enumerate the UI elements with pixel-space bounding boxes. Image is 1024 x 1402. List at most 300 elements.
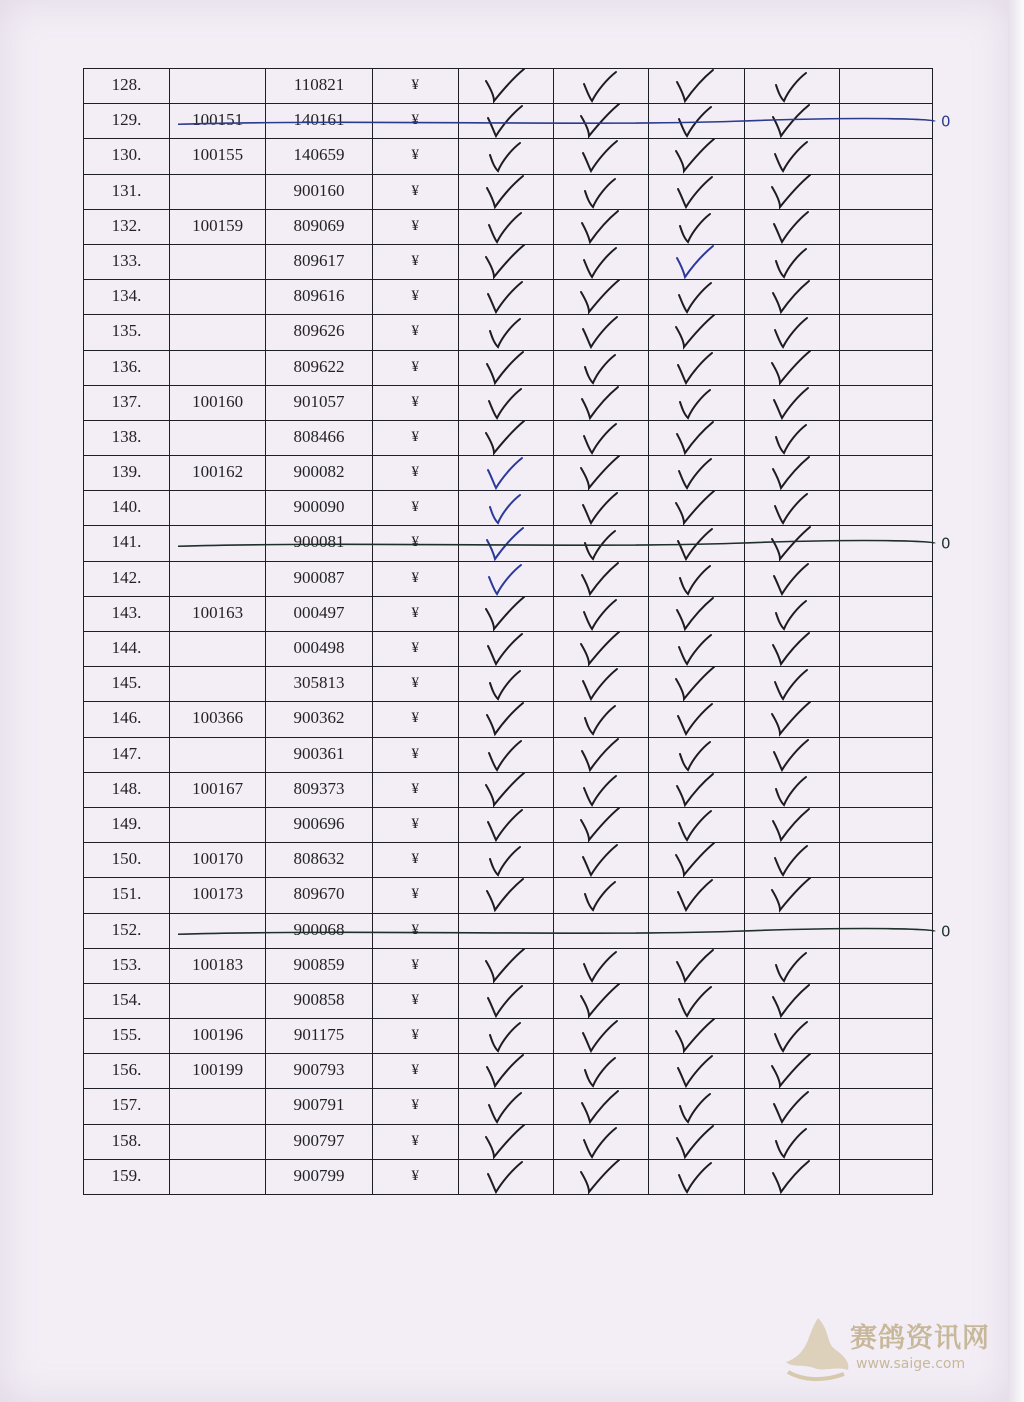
checkmark-icon <box>480 525 526 563</box>
blank-cell <box>839 139 932 174</box>
check-cell <box>554 104 649 139</box>
check-cell <box>458 244 553 279</box>
entry-id-cell <box>170 596 266 631</box>
row-number-cell <box>84 843 170 878</box>
entry-id-cell-text <box>170 491 265 497</box>
checkmark-icon <box>670 313 716 351</box>
check-cell <box>649 526 744 561</box>
check-cell <box>744 1054 839 1089</box>
checkmark-icon <box>480 419 526 457</box>
ring-number-cell <box>266 1089 373 1124</box>
ledger-row <box>84 244 933 279</box>
checkmark-icon <box>766 1088 812 1126</box>
checkmark-icon <box>575 947 621 985</box>
ring-number-cell-text: 809626 <box>293 321 345 341</box>
currency-cell <box>372 913 458 948</box>
currency-cell <box>372 1054 458 1089</box>
checkmark-icon <box>480 736 526 774</box>
currency-cell <box>372 104 458 139</box>
entry-id-cell <box>170 104 266 139</box>
currency-cell-text: ¥ <box>411 323 420 340</box>
row-number-cell <box>84 983 170 1018</box>
currency-cell-text: ¥ <box>411 569 420 586</box>
checkmark-icon <box>575 208 621 246</box>
checkmark-icon <box>670 595 716 633</box>
check-cell <box>649 491 744 526</box>
ledger-row <box>84 491 933 526</box>
row-number-cell-text: 148. <box>111 778 142 798</box>
currency-cell-text: ¥ <box>411 780 420 797</box>
currency-cell-text: ¥ <box>411 147 420 164</box>
currency-cell <box>372 456 458 491</box>
check-cell <box>744 1124 839 1159</box>
check-cell <box>458 174 553 209</box>
check-cell <box>649 983 744 1018</box>
check-cell <box>744 315 839 350</box>
check-cell <box>744 456 839 491</box>
checkmark-icon <box>670 771 716 809</box>
currency-cell-text: ¥ <box>411 921 420 938</box>
strike-end-mark: 0 <box>941 922 951 941</box>
currency-cell <box>372 209 458 244</box>
checkmark-icon <box>670 1017 716 1055</box>
check-cell <box>744 702 839 737</box>
check-cell <box>649 350 744 385</box>
check-cell <box>554 1124 649 1159</box>
checkmark-icon <box>766 419 812 457</box>
checkmark-icon <box>480 1123 526 1161</box>
entry-id-cell <box>170 843 266 878</box>
checkmark-icon <box>766 876 812 914</box>
ring-number-cell-text: 900791 <box>293 1095 345 1115</box>
blank-cell <box>839 702 932 737</box>
ledger-row <box>84 280 933 315</box>
check-cell <box>649 878 744 913</box>
row-number-cell-text: 128. <box>111 75 142 94</box>
currency-cell <box>372 350 458 385</box>
checkmark-icon <box>575 665 621 703</box>
checkmark-icon <box>575 173 621 211</box>
currency-cell-text: ¥ <box>411 112 420 129</box>
ledger-row <box>84 702 933 737</box>
currency-cell-text: ¥ <box>411 217 420 234</box>
row-number-cell-text: 159. <box>111 1165 142 1185</box>
checkmark-icon <box>480 208 526 246</box>
check-cell <box>458 843 553 878</box>
blank-cell <box>839 69 932 104</box>
checkmark-icon <box>766 560 812 598</box>
check-cell <box>649 280 744 315</box>
blank-cell <box>839 209 932 244</box>
check-cell <box>649 561 744 596</box>
check-cell <box>554 843 649 878</box>
row-number-cell <box>84 1054 170 1089</box>
checkmark-icon <box>480 806 526 844</box>
checkmark-icon <box>480 102 526 140</box>
entry-id-cell <box>170 280 266 315</box>
check-cell <box>649 772 744 807</box>
check-cell <box>554 456 649 491</box>
strike-end-mark: 0 <box>941 534 951 553</box>
check-cell <box>744 807 839 842</box>
ring-number-cell <box>266 1159 373 1194</box>
check-cell <box>649 139 744 174</box>
blank-cell <box>839 737 932 772</box>
ring-number-cell-text: 900082 <box>293 462 345 482</box>
ledger-row <box>84 456 933 491</box>
check-cell <box>744 385 839 420</box>
checkmark-icon <box>575 313 621 351</box>
currency-cell <box>372 596 458 631</box>
check-cell <box>458 491 553 526</box>
entry-id-cell <box>170 1124 266 1159</box>
check-cell <box>458 632 553 667</box>
check-cell <box>744 491 839 526</box>
checkmark-icon <box>575 806 621 844</box>
ring-number-cell-text: 900160 <box>293 180 345 200</box>
checkmark-icon <box>670 349 716 387</box>
checkmark-icon <box>766 1123 812 1161</box>
checkmark-icon <box>670 525 716 563</box>
ledger-row <box>84 209 933 244</box>
row-number-cell-text: 157. <box>111 1095 142 1115</box>
currency-cell-text: ¥ <box>411 252 420 269</box>
ledger-row <box>84 420 933 455</box>
currency-cell <box>372 843 458 878</box>
ledger-row <box>84 1124 933 1159</box>
checkmark-icon <box>480 595 526 633</box>
entry-id-cell-text <box>170 1125 265 1131</box>
row-number-cell-text: 130. <box>111 145 142 165</box>
blank-cell <box>839 491 932 526</box>
check-cell <box>554 807 649 842</box>
entry-id-cell <box>170 244 266 279</box>
row-number-cell-text: 139. <box>111 462 142 482</box>
checkmark-icon <box>480 313 526 351</box>
row-number-cell <box>84 315 170 350</box>
entry-id-cell-text <box>170 315 265 321</box>
check-cell <box>554 315 649 350</box>
check-cell <box>554 209 649 244</box>
check-cell <box>458 667 553 702</box>
check-cell <box>649 244 744 279</box>
checkmark-icon <box>480 771 526 809</box>
row-number-cell <box>84 913 170 948</box>
ring-number-cell-text: 140659 <box>293 145 345 165</box>
check-cell <box>458 385 553 420</box>
blank-cell <box>839 878 932 913</box>
currency-cell <box>372 1124 458 1159</box>
check-cell <box>649 420 744 455</box>
check-cell <box>458 139 553 174</box>
ring-number-cell-text: 809373 <box>293 778 345 798</box>
currency-cell <box>372 420 458 455</box>
entry-id-cell <box>170 702 266 737</box>
checkmark-icon <box>480 1088 526 1126</box>
row-number-cell-text: 142. <box>111 567 142 587</box>
ring-number-cell-text: 808466 <box>293 426 345 446</box>
blank-cell <box>839 174 932 209</box>
ledger-row <box>84 596 933 631</box>
checkmark-icon <box>480 67 526 105</box>
check-cell <box>554 174 649 209</box>
checkmark-icon <box>670 1088 716 1126</box>
check-cell <box>458 983 553 1018</box>
row-number-cell-text: 135. <box>111 321 142 341</box>
entry-id-cell <box>170 1159 266 1194</box>
currency-cell-text: ¥ <box>411 710 420 727</box>
row-number-cell <box>84 596 170 631</box>
check-cell <box>744 843 839 878</box>
entry-id-cell-text <box>170 914 265 920</box>
checkmark-icon <box>575 630 621 668</box>
entry-id-cell-text <box>170 245 265 251</box>
entry-id-cell <box>170 948 266 983</box>
checkmark-icon <box>766 349 812 387</box>
entry-id-cell-text <box>170 632 265 638</box>
ring-number-cell <box>266 456 373 491</box>
checkmark-icon <box>766 700 812 738</box>
entry-id-cell-text <box>170 667 265 673</box>
entry-id-cell-text <box>170 69 265 75</box>
currency-cell <box>372 1019 458 1054</box>
checkmark-icon <box>766 489 812 527</box>
checkmark-icon <box>670 841 716 879</box>
checkmark-icon <box>670 278 716 316</box>
ring-number-cell <box>266 807 373 842</box>
currency-cell <box>372 878 458 913</box>
ring-number-cell <box>266 174 373 209</box>
ring-number-cell <box>266 280 373 315</box>
checkmark-icon <box>766 67 812 105</box>
check-cell <box>744 244 839 279</box>
checkmark-icon <box>670 67 716 105</box>
ledger-row <box>84 913 933 948</box>
check-cell <box>649 209 744 244</box>
check-cell <box>554 983 649 1018</box>
currency-cell-text: ¥ <box>411 464 420 481</box>
ledger-table <box>83 68 933 1195</box>
check-cell <box>458 69 553 104</box>
row-number-cell <box>84 139 170 174</box>
row-number-cell-text: 152. <box>111 919 142 939</box>
checkmark-icon <box>670 384 716 422</box>
checkmark-icon <box>670 982 716 1020</box>
entry-id-cell <box>170 456 266 491</box>
check-cell <box>649 843 744 878</box>
ring-number-cell-text: 901057 <box>293 391 345 411</box>
checkmark-icon <box>670 419 716 457</box>
blank-cell <box>839 526 932 561</box>
check-cell <box>458 350 553 385</box>
strike-end-mark: 0 <box>941 112 951 131</box>
checkmark-icon <box>766 630 812 668</box>
ledger-row <box>84 737 933 772</box>
ledger-row <box>84 983 933 1018</box>
entry-id-cell <box>170 878 266 913</box>
currency-cell <box>372 280 458 315</box>
entry-id-cell-text <box>170 175 265 181</box>
row-number-cell-text: 143. <box>111 602 142 622</box>
checkmark-icon <box>480 243 526 281</box>
check-cell <box>554 244 649 279</box>
checkmark-icon <box>480 630 526 668</box>
checkmark-icon <box>766 384 812 422</box>
check-cell <box>554 69 649 104</box>
checkmark-icon <box>575 525 621 563</box>
entry-id-cell <box>170 174 266 209</box>
check-cell <box>554 1019 649 1054</box>
entry-id-cell <box>170 1089 266 1124</box>
checkmark-icon <box>575 137 621 175</box>
checkmark-icon <box>480 454 526 492</box>
checkmark-icon <box>480 1158 526 1196</box>
currency-cell <box>372 1159 458 1194</box>
ring-number-cell-text: 900081 <box>293 532 345 552</box>
row-number-cell-text: 147. <box>111 743 142 763</box>
row-number-cell <box>84 948 170 983</box>
ledger-row <box>84 104 933 139</box>
ledger-row <box>84 174 933 209</box>
check-cell <box>458 315 553 350</box>
checkmark-icon <box>670 1052 716 1090</box>
row-number-cell-text: 138. <box>111 426 142 446</box>
row-number-cell <box>84 280 170 315</box>
checkmark-icon <box>766 137 812 175</box>
blank-cell <box>839 667 932 702</box>
check-cell <box>554 491 649 526</box>
ring-number-cell <box>266 1124 373 1159</box>
entry-id-cell <box>170 667 266 702</box>
checkmark-icon <box>766 771 812 809</box>
checkmark-icon <box>670 806 716 844</box>
checkmark-icon <box>480 278 526 316</box>
check-cell <box>458 104 553 139</box>
check-cell <box>744 104 839 139</box>
checkmark-icon <box>575 771 621 809</box>
check-cell <box>649 632 744 667</box>
checkmark-icon <box>766 1158 812 1196</box>
check-cell <box>554 526 649 561</box>
currency-cell <box>372 667 458 702</box>
blank-cell <box>839 104 932 139</box>
ring-number-cell-text: 900361 <box>293 743 345 763</box>
checkmark-icon <box>575 560 621 598</box>
ring-number-cell <box>266 1054 373 1089</box>
check-cell <box>649 456 744 491</box>
checkmark-icon <box>480 1017 526 1055</box>
ring-number-cell-text: 900858 <box>293 989 345 1009</box>
check-cell <box>744 632 839 667</box>
checkmark-icon <box>480 947 526 985</box>
row-number-cell <box>84 209 170 244</box>
blank-cell <box>839 948 932 983</box>
entry-id-cell <box>170 1019 266 1054</box>
ring-number-cell-text: 809622 <box>293 356 345 376</box>
currency-cell-text: ¥ <box>411 428 420 445</box>
checkmark-icon <box>766 947 812 985</box>
ring-number-cell-text: 809670 <box>293 884 345 904</box>
checkmark-icon <box>670 137 716 175</box>
check-cell <box>649 385 744 420</box>
ring-number-cell <box>266 209 373 244</box>
ring-number-cell-text: 900087 <box>293 567 345 587</box>
blank-cell <box>839 244 932 279</box>
ring-number-cell <box>266 139 373 174</box>
checkmark-icon <box>575 243 621 281</box>
checkmark-icon <box>670 1123 716 1161</box>
blank-cell <box>839 420 932 455</box>
entry-id-cell-text <box>170 1160 265 1166</box>
entry-id-cell <box>170 420 266 455</box>
ring-number-cell-text: 900793 <box>293 1060 345 1080</box>
check-cell <box>744 209 839 244</box>
entry-id-cell <box>170 526 266 561</box>
checkmark-icon <box>766 243 812 281</box>
check-cell <box>744 280 839 315</box>
currency-cell <box>372 491 458 526</box>
ring-number-cell <box>266 315 373 350</box>
check-cell <box>649 807 744 842</box>
check-cell <box>554 667 649 702</box>
checkmark-icon <box>575 489 621 527</box>
ring-number-cell <box>266 561 373 596</box>
checkmark-icon <box>480 982 526 1020</box>
ring-number-cell <box>266 737 373 772</box>
row-number-cell-text: 131. <box>111 180 142 200</box>
currency-cell-text: ¥ <box>411 182 420 199</box>
entry-id-cell-text: 100162 <box>192 462 244 482</box>
check-cell <box>649 1159 744 1194</box>
row-number-cell <box>84 1089 170 1124</box>
row-number-cell <box>84 702 170 737</box>
ring-number-cell <box>266 632 373 667</box>
ring-number-cell <box>266 948 373 983</box>
checkmark-icon <box>670 665 716 703</box>
checkmark-icon <box>480 665 526 703</box>
row-number-cell-text: 156. <box>111 1060 142 1080</box>
row-number-cell <box>84 385 170 420</box>
checkmark-icon <box>575 595 621 633</box>
blank-cell <box>839 1089 932 1124</box>
check-cell <box>554 350 649 385</box>
ring-number-cell-text: 000498 <box>293 638 345 657</box>
check-cell <box>744 139 839 174</box>
checkmark-icon <box>575 700 621 738</box>
blank-cell <box>839 561 932 596</box>
checkmark-icon <box>670 102 716 140</box>
currency-cell-text: ¥ <box>411 991 420 1008</box>
check-cell <box>744 69 839 104</box>
row-number-cell <box>84 772 170 807</box>
ring-number-cell <box>266 244 373 279</box>
row-number-cell-text: 134. <box>111 286 142 306</box>
ledger-row <box>84 948 933 983</box>
checkmark-icon <box>766 102 812 140</box>
check-cell <box>649 737 744 772</box>
currency-cell <box>372 244 458 279</box>
check-cell <box>554 1089 649 1124</box>
check-cell <box>554 632 649 667</box>
ledger-row <box>84 632 933 667</box>
row-number-cell-text: 149. <box>111 813 142 833</box>
row-number-cell <box>84 737 170 772</box>
checkmark-icon <box>575 736 621 774</box>
row-number-cell <box>84 561 170 596</box>
check-cell <box>554 139 649 174</box>
check-cell <box>554 948 649 983</box>
currency-cell-text: ¥ <box>411 956 420 973</box>
